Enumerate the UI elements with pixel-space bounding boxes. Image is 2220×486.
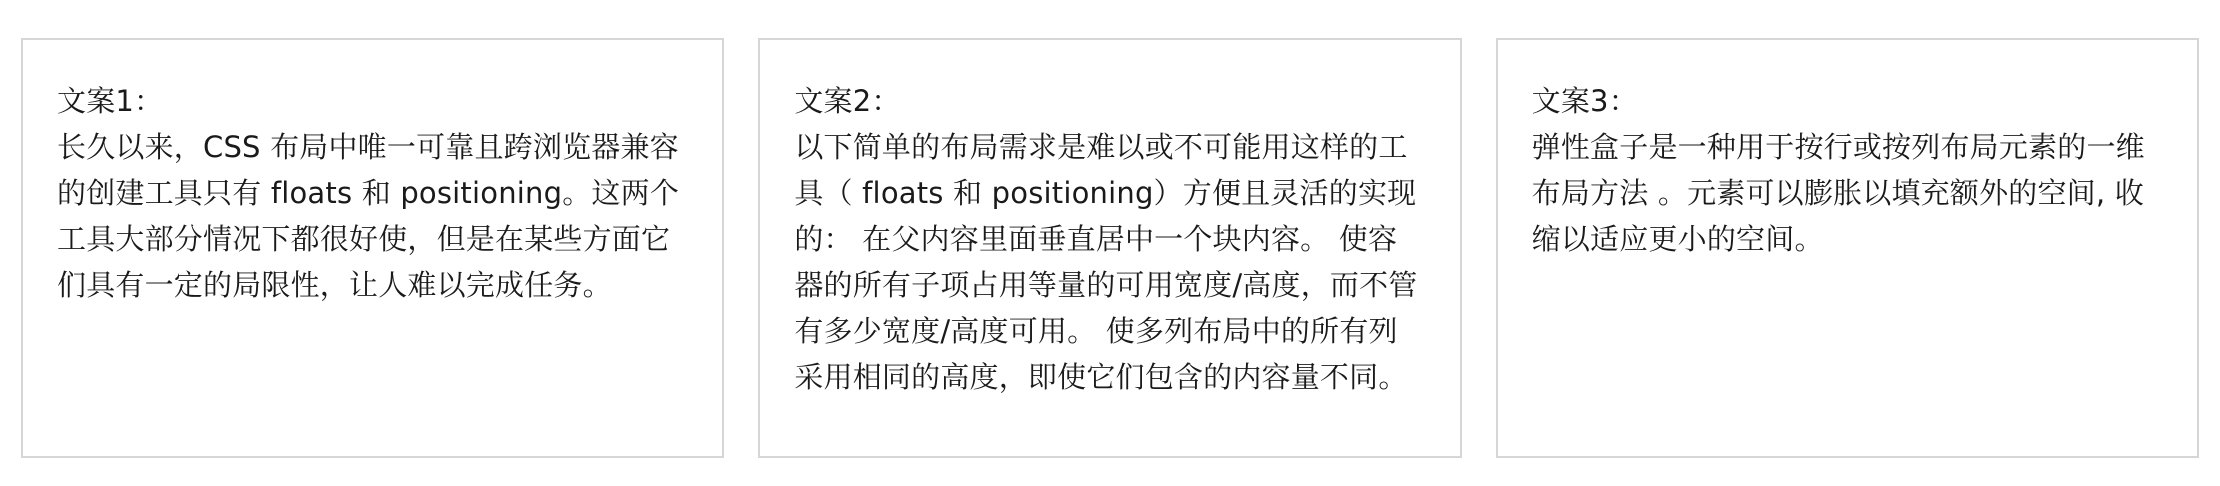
card-body-text: 长久以来，CSS 布局中唯一可靠且跨浏览器兼容的创建工具只有 floats 和 positioning。这两个工具大部分情况下都很好使，但是在某些方面它们具有一定的局限性，让人难以完成任务。 [57,130,680,302]
copy-card-3 [1496,38,2199,458]
card-row [21,38,2199,458]
card-body-text: 弹性盒子是一种用于按行或按列布局元素的一维布局方法 。元素可以膨胀以填充额外的空间, 收缩以适应更小的空间。 [1531,130,2145,256]
card-title: 文案3： [1531,84,1638,118]
card-title: 文案2： [794,84,901,118]
copy-card-1 [21,38,724,458]
card-title: 文案1： [57,84,164,118]
card-body-text: 以下简单的布局需求是难以或不可能用这样的工具（ floats 和 positioning）方便且灵活的实现的： 在父内容里面垂直居中一个块内容。 使容器的所有子项占用等量的可用宽度/高度，而不管有多少宽度/高度可用。 使多列布局中的所有列采用相同的高度，即使它们包含的内容量不同。 [794,130,1418,394]
copy-card-2 [758,38,1461,458]
